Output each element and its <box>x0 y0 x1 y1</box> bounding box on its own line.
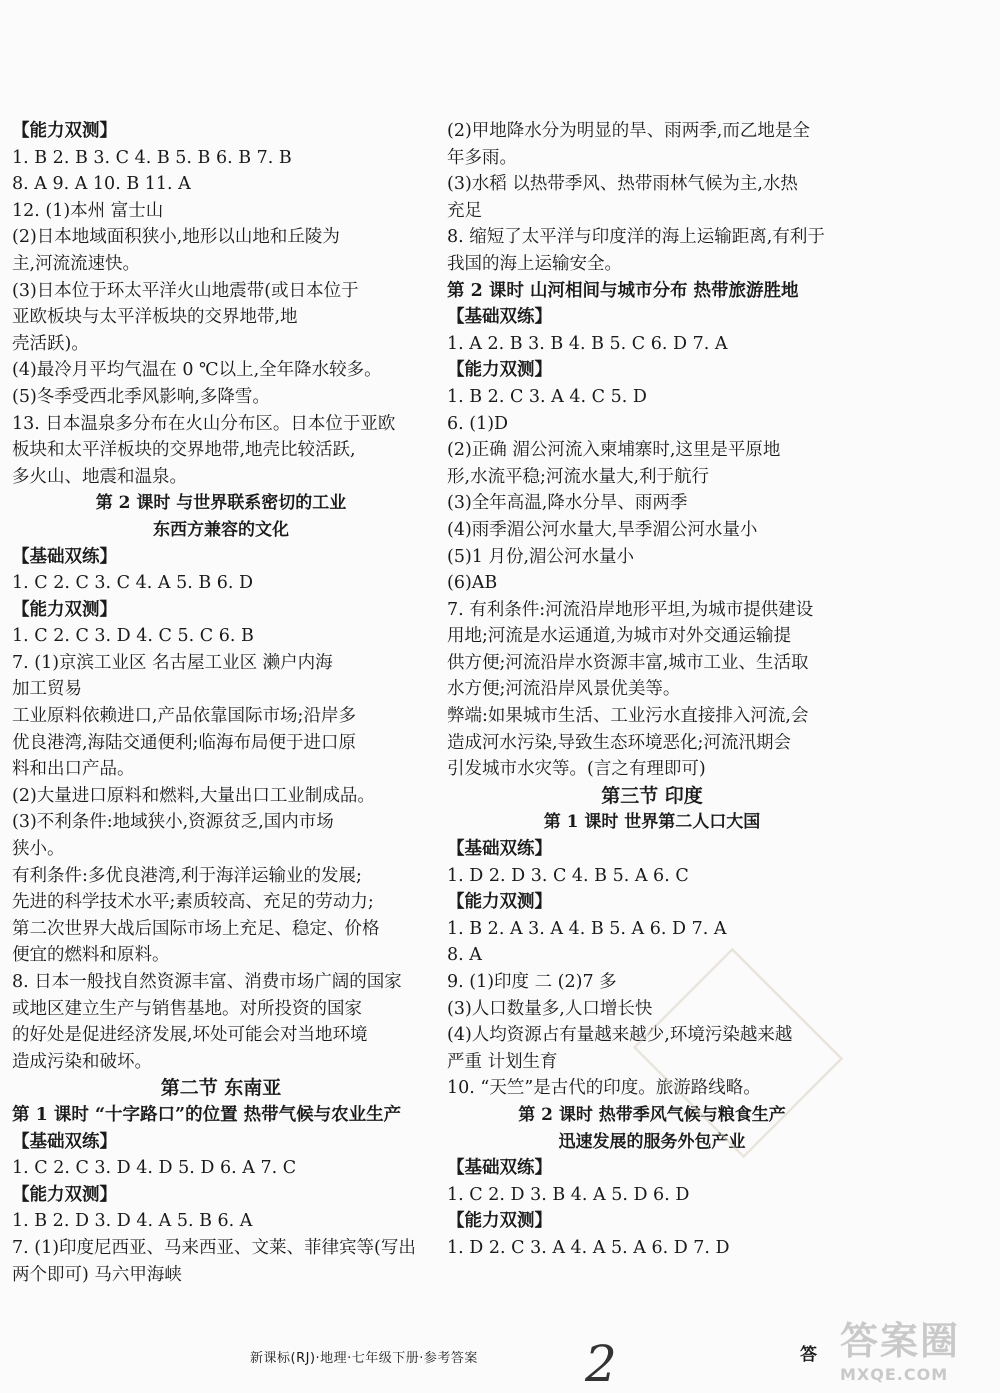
section-title: 第二节 东南亚 <box>160 1077 282 1100</box>
section-label: 【能力双测】 <box>447 892 552 913</box>
answer-line: 先进的科学技术水平;素质较高、充足的劳动力; <box>12 892 374 913</box>
answer-line: 1. B 2. A 3. A 4. B 5. A 6. D 7. A <box>447 918 727 939</box>
watermark-url: MXQE.COM <box>840 1365 949 1384</box>
answer-line: 主,河流流速快。 <box>12 253 141 274</box>
section-label: 【能力双测】 <box>12 121 117 141</box>
answer-line: 8. A <box>447 945 482 966</box>
answer-line: 造成污染和破坏。 <box>12 1051 152 1072</box>
answer-line: 1. D 2. C 3. A 4. A 5. A 6. D 7. D <box>447 1237 730 1258</box>
lesson-title: 第 2 课时 热带季风气候与粮食生产 <box>518 1104 786 1125</box>
answer-line: (5)冬季受西北季风影响,多降雪。 <box>12 386 270 407</box>
answer-line: 1. C 2. C 3. C 4. A 5. B 6. D <box>12 573 254 594</box>
answer-line: 年多雨。 <box>447 147 517 168</box>
answer-line: 严重 计划生育 <box>447 1051 558 1072</box>
answer-line: 1. B 2. B 3. C 4. B 5. B 6. B 7. B <box>12 147 292 168</box>
section-label: 【能力双测】 <box>447 1211 552 1232</box>
section-label: 第 1 课时 “十字路口”的位置 热带气候与农业生产 <box>12 1104 402 1125</box>
answer-line: 9. (1)印度 二 (2)7 多 <box>447 972 617 992</box>
page-footer: 新课标(RJ)·地理·七年级下册·参考答案 <box>250 1351 478 1366</box>
answer-line: 8. 日本一般找自然资源丰富、消费市场广阔的国家 <box>12 972 402 992</box>
answer-line: 8. 缩短了太平洋与印度洋的海上运输距离,有利于 <box>447 227 825 248</box>
answer-line: 亚欧板块与太平洋板块的交界地带,地 <box>12 307 298 328</box>
answer-line: 造成河水污染,导致生态环境恶化;河流汛期会 <box>447 732 791 753</box>
answer-line: 板块和太平洋板块的交界地带,地壳比较活跃, <box>12 440 356 461</box>
answer-line: 多火山、地震和温泉。 <box>12 466 187 487</box>
section-label: 第 2 课时 山河相间与城市分布 热带旅游胜地 <box>447 280 799 301</box>
answer-line: 引发城市水灾等。(言之有理即可) <box>447 759 706 780</box>
answer-line: 形,水流平稳;河流水量大,利于航行 <box>447 466 710 487</box>
answer-line: 两个即可) 马六甲海峡 <box>12 1264 182 1285</box>
answer-line: (4)雨季湄公河水量大,旱季湄公河水量小 <box>447 519 758 540</box>
section-label: 【基础双练】 <box>12 546 117 567</box>
answer-line: 第二次世界大战后国际市场上充足、稳定、价格 <box>12 918 380 939</box>
answer-line: 1. B 2. D 3. D 4. A 5. B 6. A <box>12 1211 253 1232</box>
answer-line: 有利条件:多优良港湾,利于海洋运输业的发展; <box>12 865 362 886</box>
answer-line: (3)水稻 以热带季风、热带雨林气候为主,水热 <box>447 174 798 195</box>
answer-line: (5)1 月份,湄公河水量小 <box>447 546 635 567</box>
answer-line: 7. 有利条件:河流沿岸地形平坦,为城市提供建设 <box>447 599 814 620</box>
answer-line: 或地区建立生产与销售基地。对所投资的国家 <box>12 998 362 1019</box>
watermark-text: 答案圈 <box>840 1319 961 1363</box>
answer-line: 13. 日本温泉多分布在火山分布区。日本位于亚欧 <box>12 413 396 434</box>
answer-line: 充足 <box>447 200 482 221</box>
answer-line: (3)日本位于环太平洋火山地震带(或日本位于 <box>12 280 359 301</box>
answer-line: 工业原料依赖进口,产品依靠国际市场;沿岸多 <box>12 706 356 727</box>
section-label: 【基础双练】 <box>12 1131 117 1152</box>
answer-line: 用地;河流是水运通道,为城市对外交通运输提 <box>447 626 791 647</box>
answer-line: 8. A 9. A 10. B 11. A <box>12 174 191 195</box>
answer-line: 6. (1)D <box>447 413 509 434</box>
lesson-title: 东西方兼容的文化 <box>153 519 289 540</box>
answer-line: 1. C 2. D 3. B 4. A 5. D 6. D <box>447 1184 690 1205</box>
left-answer-column <box>12 118 430 1288</box>
lesson-title: 迅速发展的服务外包产业 <box>558 1131 746 1152</box>
section-label: 【能力双测】 <box>12 599 117 620</box>
answer-line: 料和出口产品。 <box>12 759 135 780</box>
section-label: 【能力双测】 <box>12 1184 117 1205</box>
lesson-title: 第 1 课时 世界第二人口大国 <box>543 812 761 833</box>
answer-line: 我国的海上运输安全。 <box>447 253 622 274</box>
answer-line: (4)最冷月平均气温在 0 ℃以上,全年降水较多。 <box>12 360 382 381</box>
answer-line: (2)日本地域面积狭小,地形以山地和丘陵为 <box>12 227 340 248</box>
section-label: 【基础双练】 <box>447 307 552 328</box>
answer-line: (3)人口数量多,人口增长快 <box>447 998 653 1019</box>
answer-line: 1. D 2. D 3. C 4. B 5. A 6. C <box>447 865 689 886</box>
answer-line: 供方便;河流沿岸水资源丰富,城市工业、生活取 <box>447 652 809 673</box>
section-label: 【基础双练】 <box>447 1158 552 1179</box>
answer-line: 便宜的燃料和原料。 <box>12 945 170 966</box>
answer-line: 弊端:如果城市生活、工业污水直接排入河流,会 <box>447 706 809 727</box>
section-title: 第三节 印度 <box>601 784 703 807</box>
answer-line: 壳活跃)。 <box>12 333 89 354</box>
answer-line: 加工贸易 <box>12 679 82 700</box>
answer-line: 1. B 2. C 3. A 4. C 5. D <box>447 386 647 407</box>
answer-line: (3)不利条件:地域狭小,资源贫乏,国内市场 <box>12 812 334 833</box>
answer-line: 优良港湾,海陆交通便利;临海布局便于进口原 <box>12 732 356 753</box>
section-label: 【基础双练】 <box>447 839 552 860</box>
answer-line: (2)正确 湄公河流入柬埔寨时,这里是平原地 <box>447 440 781 461</box>
watermark-logo <box>840 1310 990 1384</box>
section-label: 【能力双测】 <box>447 360 552 381</box>
answer-line: (6)AB <box>447 573 498 594</box>
answer-line: 10. “天竺”是古代的印度。旅游路线略。 <box>447 1078 761 1099</box>
answer-line: 狭小。 <box>12 839 65 860</box>
answer-line: 的好处是促进经济发展,坏处可能会对当地环境 <box>12 1025 368 1046</box>
answer-line: (2)甲地降水分为明显的旱、雨两季,而乙地是全 <box>447 121 810 141</box>
answer-line: 7. (1)印度尼西亚、马来西亚、文莱、菲律宾等(写出 <box>12 1237 416 1258</box>
answer-line: (2)大量进口原料和燃料,大量出口工业制成品。 <box>12 785 375 806</box>
answer-line: (3)全年高温,降水分旱、雨两季 <box>447 493 688 514</box>
footer-corner-label: 答 <box>800 1345 817 1365</box>
handwritten-page-number: 2 <box>585 1335 617 1393</box>
answer-line: 7. (1)京滨工业区 名古屋工业区 濑户内海 <box>12 652 333 673</box>
answer-line: 12. (1)本州 富士山 <box>12 200 164 221</box>
answer-line: 1. C 2. C 3. D 4. C 5. C 6. B <box>12 626 254 647</box>
answer-line: (4)人均资源占有量越来越少,环境污染越来越 <box>447 1025 793 1046</box>
answer-line: 1. A 2. B 3. B 4. B 5. C 6. D 7. A <box>447 333 728 354</box>
lesson-title: 第 2 课时 与世界联系密切的工业 <box>95 493 347 514</box>
answer-line: 水方便;河流沿岸风景优美等。 <box>447 679 681 700</box>
answer-line: 1. C 2. C 3. D 4. D 5. D 6. A 7. C <box>12 1158 297 1179</box>
